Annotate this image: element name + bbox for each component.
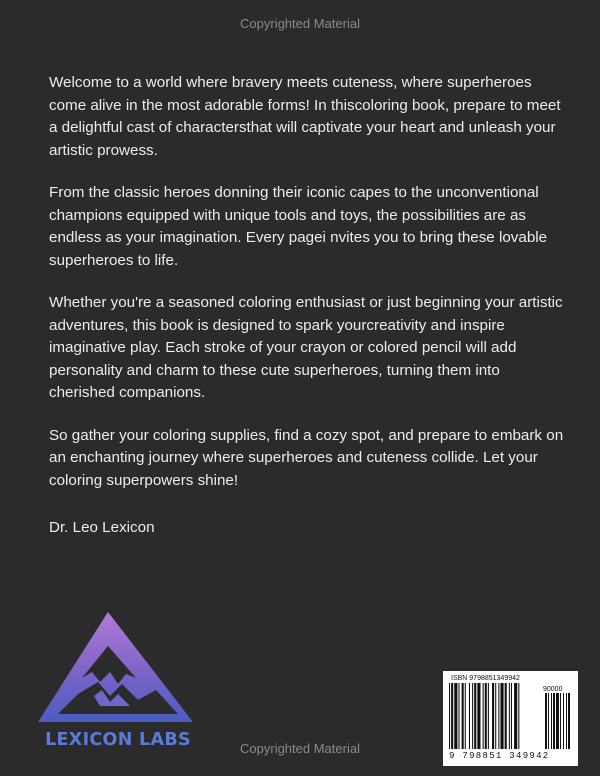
logo-text: LEXICON LABS: [45, 730, 191, 750]
barcode-bar: [500, 683, 503, 749]
barcode-bar: [485, 683, 487, 749]
paragraph-2: From the classic heroes donning their iconic capes to the unconventional champions equipped with unique tools and toys, the possibilities are as endless as your imagination. Every pagei nvites you to bring these lovable superheroes to life.: [49, 184, 548, 269]
barcode-bar: [454, 683, 457, 749]
barcode-bar: [511, 683, 512, 749]
barcode-bar: [495, 683, 496, 749]
paragraph-4: So gather your coloring supplies, find a cozy spot, and prepare to embark on an enchanting journey where superheroes and cuteness collide. Let your coloring superpowers shine!: [49, 426, 564, 489]
barcode-bar: [518, 683, 519, 749]
barcode-bar: [488, 683, 489, 749]
back-cover-text: [49, 72, 569, 560]
barcode-bar: [451, 683, 453, 749]
barcode-bar: [498, 683, 499, 749]
barcode-bar: [509, 683, 510, 749]
barcode-bar: [483, 683, 484, 749]
barcode-bar: [462, 683, 464, 749]
author-signature: Dr. Leo Lexicon: [49, 519, 155, 536]
paragraph-3: Whether you're a seasoned coloring enthusiast or just beginning your artistic adventures, this book is designed to spark yourcreativity and inspire imaginative play. Each stroke of your crayon or colored pencil will add personality and charm to these cute superheroes, turning them into cherished companions.: [49, 294, 563, 401]
copyright-watermark-bottom: Copyrighted Material: [240, 741, 360, 756]
barcode-bar: [472, 683, 473, 749]
barcode-bar: [469, 683, 470, 749]
barcode-bar: [514, 683, 517, 749]
paragraph-1: Welcome to a world where bravery meets cuteness, where superheroes come alive in the most adorable forms! In thiscoloring book, prepare to meet a delightful cast of charactersthat will captivate your heart and unleash your artistic prowess.: [49, 74, 561, 159]
isbn-digits: 9 798851 349942: [449, 751, 550, 761]
barcode-bar: [449, 683, 450, 749]
barcode-bar: [465, 683, 466, 749]
barcode-bar: [458, 683, 459, 749]
copyright-watermark-top: Copyrighted Material: [240, 16, 360, 31]
price-code-label: 90000: [543, 686, 563, 693]
barcode-bar: [477, 683, 480, 749]
mountain-icon: [38, 612, 198, 730]
barcode-bar: [505, 683, 507, 749]
barcode-bar: [474, 683, 476, 749]
isbn-label: ISBN 9798851349942: [451, 675, 520, 682]
barcode-bar: [492, 683, 494, 749]
lexicon-labs-logo: [38, 612, 198, 752]
